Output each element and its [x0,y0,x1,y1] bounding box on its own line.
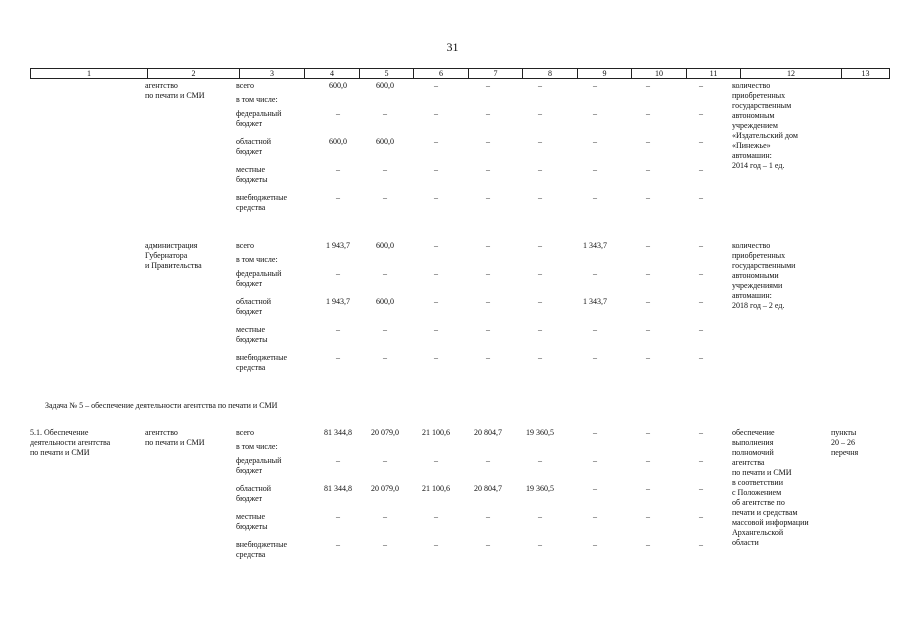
result-indicator: количество приобретенных государственным автономным учреждением «Издательский дом «Пинежье» автомашин: 2014 год – 1 ед. [732,81,798,170]
value-cell: – [593,137,597,146]
result-indicator: обеспечение выполнения полномочий агентства по печати и СМИ в соответствии с Положением об агентстве по печати и средствам массовой информации Архангельской области [732,428,809,547]
value-cell: – [486,137,490,146]
value-cell: – [699,241,703,250]
value-cell: – [699,428,703,437]
value-cell: – [486,81,490,90]
funding-source-label: областной бюджет [236,297,272,316]
funding-source-label: местные бюджеты [236,165,268,184]
value-cell: – [336,165,340,174]
funding-source-label: федеральный бюджет [236,269,282,288]
header-col-5: 5 [360,69,414,79]
value-cell: 1 343,7 [583,241,607,250]
executor-name: агентство по печати и СМИ [145,81,205,100]
value-cell: – [538,456,542,465]
value-cell: – [699,165,703,174]
task-heading: Задача № 5 – обеспечение деятельности агентства по печати и СМИ [45,401,278,410]
funding-source-label: в том числе: [236,95,278,104]
value-cell: – [336,512,340,521]
value-cell: – [646,428,650,437]
value-cell: – [593,269,597,278]
value-cell: – [434,297,438,306]
value-cell: – [699,269,703,278]
funding-source-label: местные бюджеты [236,325,268,344]
value-cell: – [538,193,542,202]
value-cell: – [434,81,438,90]
value-cell: – [336,109,340,118]
column-number-header [30,68,890,79]
value-cell: – [434,193,438,202]
funding-source-label: внебюджетные средства [236,540,287,559]
result-indicator: количество приобретенных государственными автономными учреждениями автомашин: 2018 год – 2 ед. [732,241,796,310]
value-cell: – [593,428,597,437]
value-cell: – [593,193,597,202]
value-cell: – [434,137,438,146]
value-cell: 1 943,7 [326,241,350,250]
value-cell: – [593,512,597,521]
value-cell: – [336,456,340,465]
value-cell: – [434,241,438,250]
value-cell: – [486,456,490,465]
value-cell: – [646,512,650,521]
value-cell: – [434,512,438,521]
value-cell: – [486,540,490,549]
value-cell: – [699,353,703,362]
header-col-1: 1 [31,69,148,79]
value-cell: – [646,81,650,90]
value-cell: – [434,456,438,465]
funding-source-label: областной бюджет [236,484,272,503]
value-cell: 600,0 [376,137,394,146]
value-cell: – [646,109,650,118]
value-cell: – [699,540,703,549]
funding-source-label: внебюджетные средства [236,193,287,212]
value-cell: 600,0 [329,137,347,146]
value-cell: – [538,109,542,118]
funding-source-label: федеральный бюджет [236,109,282,128]
header-col-7: 7 [469,69,523,79]
value-cell: – [486,325,490,334]
value-cell: – [646,456,650,465]
value-cell: – [383,193,387,202]
value-cell: – [486,269,490,278]
value-cell: – [383,269,387,278]
value-cell: – [646,297,650,306]
value-cell: – [538,325,542,334]
funding-source-label: внебюджетные средства [236,353,287,372]
executor-name: агентство по печати и СМИ [145,428,205,447]
value-cell: 81 344,8 [324,428,352,437]
funding-source-label: местные бюджеты [236,512,268,531]
value-cell: – [646,193,650,202]
value-cell: – [336,353,340,362]
funding-source-label: всего [236,428,255,437]
value-cell: – [486,165,490,174]
value-cell: – [336,269,340,278]
value-cell: – [383,540,387,549]
value-cell: – [538,540,542,549]
value-cell: – [434,540,438,549]
value-cell: – [699,484,703,493]
value-cell: 19 360,5 [526,484,554,493]
value-cell: – [434,325,438,334]
value-cell: – [699,512,703,521]
funding-source-label: в том числе: [236,442,278,451]
value-cell: – [646,540,650,549]
value-cell: 81 344,8 [324,484,352,493]
header-col-10: 10 [632,69,687,79]
value-cell: – [538,137,542,146]
value-cell: – [486,241,490,250]
value-cell: – [646,484,650,493]
value-cell: – [538,241,542,250]
value-cell: – [538,512,542,521]
value-cell: – [336,540,340,549]
value-cell: 20 804,7 [474,428,502,437]
value-cell: – [383,512,387,521]
value-cell: – [538,353,542,362]
value-cell: 600,0 [376,81,394,90]
value-cell: – [593,353,597,362]
value-cell: – [593,456,597,465]
value-cell: – [538,165,542,174]
value-cell: – [593,81,597,90]
header-col-2: 2 [148,69,240,79]
value-cell: 1 343,7 [583,297,607,306]
value-cell: – [486,353,490,362]
value-cell: – [383,325,387,334]
value-cell: 1 943,7 [326,297,350,306]
measure-name: 5.1. Обеспечение деятельности агентства по печати и СМИ [30,428,111,457]
value-cell: 600,0 [329,81,347,90]
value-cell: – [699,137,703,146]
header-col-13: 13 [842,69,890,79]
value-cell: – [434,109,438,118]
header-col-4: 4 [305,69,360,79]
header-col-9: 9 [578,69,632,79]
value-cell: – [336,193,340,202]
value-cell: – [699,297,703,306]
funding-source-label: областной бюджет [236,137,272,156]
header-col-3: 3 [240,69,305,79]
value-cell: – [538,297,542,306]
value-cell: 20 804,7 [474,484,502,493]
value-cell: 21 100,6 [422,484,450,493]
value-cell: 600,0 [376,241,394,250]
value-cell: 19 360,5 [526,428,554,437]
header-col-8: 8 [523,69,578,79]
value-cell: – [646,241,650,250]
funding-source-label: федеральный бюджет [236,456,282,475]
value-cell: – [699,193,703,202]
value-cell: – [593,540,597,549]
value-cell: – [593,109,597,118]
value-cell: 600,0 [376,297,394,306]
value-cell: – [646,325,650,334]
value-cell: – [593,165,597,174]
value-cell: – [646,137,650,146]
value-cell: – [699,325,703,334]
value-cell: – [383,456,387,465]
value-cell: – [538,81,542,90]
value-cell: – [593,325,597,334]
executor-name: администрация Губернатора и Правительства [145,241,202,270]
funding-source-label: всего [236,241,255,250]
value-cell: – [383,165,387,174]
header-col-12: 12 [741,69,842,79]
value-cell: – [538,269,542,278]
value-cell: – [593,484,597,493]
reference-note: пункты 20 – 26 перечня [831,428,859,457]
value-cell: – [434,165,438,174]
value-cell: – [699,109,703,118]
value-cell: – [336,325,340,334]
value-cell: – [383,109,387,118]
value-cell: – [486,512,490,521]
page-number: 31 [446,40,459,54]
value-cell: – [383,353,387,362]
value-cell: – [699,456,703,465]
value-cell: – [486,109,490,118]
value-cell: 20 079,0 [371,484,399,493]
value-cell: – [646,353,650,362]
value-cell: – [434,269,438,278]
value-cell: – [486,297,490,306]
value-cell: – [486,193,490,202]
header-col-6: 6 [414,69,469,79]
value-cell: – [646,269,650,278]
funding-source-label: в том числе: [236,255,278,264]
value-cell: – [434,353,438,362]
value-cell: 21 100,6 [422,428,450,437]
header-col-11: 11 [687,69,741,79]
value-cell: 20 079,0 [371,428,399,437]
value-cell: – [646,165,650,174]
funding-source-label: всего [236,81,255,90]
value-cell: – [699,81,703,90]
